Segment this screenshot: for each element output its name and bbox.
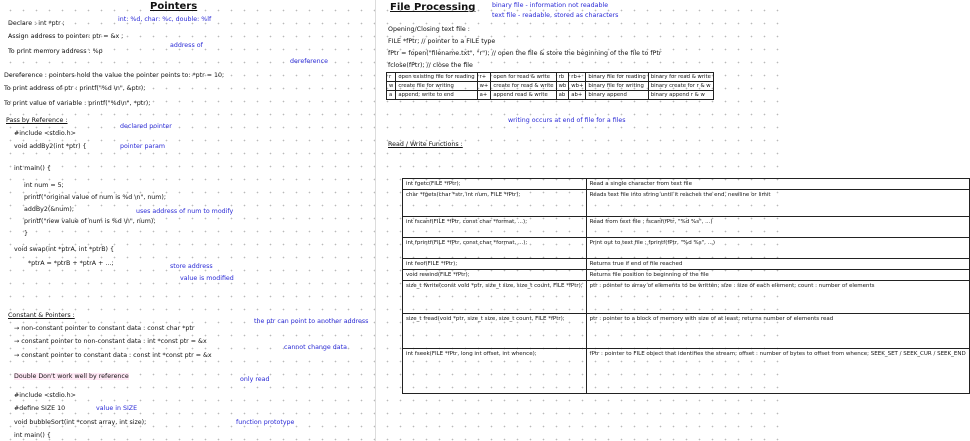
annotation: store address [170, 263, 213, 270]
function-signature: void rewind(FILE *fPtr); [403, 270, 587, 281]
function-signature: size_t fwrite(const void *ptr, size_t size, size_t count, FILE *fPtr); [403, 281, 587, 314]
table-cell: binary file for writing [586, 82, 648, 91]
highlighted-note: Double Don't work well by reference [14, 373, 129, 380]
table-cell: r [387, 73, 396, 82]
pointers-title: Pointers [150, 1, 198, 12]
annotation: uses address of num to modify [136, 208, 234, 215]
table-row [387, 82, 714, 91]
function-description: Reads text file into string until it reaches the end, newline or limit [586, 190, 969, 217]
code-line: int num = 5; [24, 182, 64, 189]
code-line: } [24, 230, 29, 237]
read-write-functions-table [402, 178, 970, 394]
table-cell: open for read & write [491, 73, 556, 82]
function-description: Returns true if end of file reached [586, 259, 969, 270]
note-heading: Pass by Reference : [6, 117, 68, 124]
function-description: Read from text file ; fscanf(fPtr, "%d %s", ...) [586, 217, 969, 238]
function-signature: char *fgets(char *str, int num, FILE *fPtr); [403, 190, 587, 217]
table-row [387, 73, 714, 82]
function-description: fPtr : pointer to FILE object that identifies the stream; offset : number of bytes to offset from whence; SEEK_SET / SEEK_CUR / SEEK_END [586, 349, 969, 394]
table-cell: w+ [477, 82, 491, 91]
code-line: printf("original value of num is %d \n", num); [24, 194, 167, 201]
table-cell: open existing file for reading [396, 73, 477, 82]
annotation: address of [170, 42, 203, 49]
file-processing-page [382, 0, 966, 441]
annotation: writing occurs at end of file for a files [508, 117, 626, 124]
table-cell: create file for writing [396, 82, 477, 91]
pointers-page [0, 0, 372, 441]
code-line: fPtr = fopen("filename.txt", "r"); // open the file & store the beginning of the file to fPtr [388, 50, 662, 57]
note-line: Assign address to pointer: ptr = &x ; [8, 33, 124, 40]
table-cell: append; write to end [396, 91, 477, 100]
note-line: Declare : int *ptr ; [8, 20, 65, 27]
annotation: value is modified [180, 275, 234, 282]
table-cell: append read & write [491, 91, 556, 100]
annotation: cannot change data [284, 344, 347, 351]
table-cell: r+ [477, 73, 491, 82]
table-cell: create for read & write [491, 82, 556, 91]
table-row [403, 259, 970, 270]
table-cell: binary for read & write [648, 73, 713, 82]
note-line: → constant pointer to non-constant data : int *const ptr = &x [14, 338, 207, 345]
table-cell: a [387, 91, 396, 100]
table-cell: wb+ [569, 82, 586, 91]
table-cell: ab [556, 91, 569, 100]
note-line: Dereference : pointers hold the value the pointer points to: *ptr = 10; [4, 72, 225, 79]
code-line: addBy2(&num); [24, 206, 74, 213]
table-row [403, 281, 970, 314]
page-divider [375, 0, 376, 441]
code-line: int main() { [14, 165, 51, 172]
function-description: Print out to text file ; fprintf(fPtr, "%d %s", ...) [586, 238, 969, 259]
table-cell: binary create for r & w [648, 82, 713, 91]
annotation: dereference [290, 58, 328, 65]
function-signature: int fgetc(FILE *fPtr); [403, 179, 587, 190]
function-signature: int feof(FILE *fPtr); [403, 259, 587, 270]
code-line: void addBy2(int *ptr) { [14, 143, 87, 150]
table-cell: binary append r & w [648, 91, 713, 100]
code-line: FILE *fPtr; // pointer to a FILE type [388, 38, 496, 45]
file-mode-table [386, 72, 714, 100]
code-line: int main() { [14, 432, 51, 439]
note-line: To print address of ptr : printf("%d \n", &ptr); [4, 85, 146, 92]
file-processing-title: File Processing [390, 2, 476, 13]
annotation: the ptr can point to another address [254, 318, 369, 325]
table-cell: rb [556, 73, 569, 82]
table-row [403, 270, 970, 281]
function-signature: size_t fread(void *ptr, size_t size, size_t count, FILE *fPtr); [403, 314, 587, 349]
table-row [403, 349, 970, 394]
table-cell: ab+ [569, 91, 586, 100]
annotation: declared pointer [120, 123, 172, 130]
note-line: To print memory address : %p [8, 48, 103, 55]
code-line: void swap(int *ptrA, int *ptrB) { [14, 246, 114, 253]
code-line: #include <stdio.h> [14, 392, 76, 399]
code-line: printf("new value of num is %d \n", num); [24, 218, 156, 225]
table-row [403, 179, 970, 190]
note-heading: Read / Write Functions : [388, 141, 463, 148]
code-line: #include <stdio.h> [14, 130, 76, 137]
function-signature: int fseek(FILE *fPtr, long int offset, int whence); [403, 349, 587, 394]
code-line: *ptrA = *ptrB + *ptrA + ...; [28, 260, 114, 267]
annotation: text file - readable, stored as characters [492, 12, 619, 19]
function-signature: int fprintf(FILE *fPtr, const char *format, ...); [403, 238, 587, 259]
function-description: ptr : pointer to a block of memory with size of at least; returns number of elements read [586, 314, 969, 349]
table-row [403, 190, 970, 217]
table-cell: w [387, 82, 396, 91]
annotation: function prototype [236, 419, 295, 426]
table-cell: binary file for reading [586, 73, 648, 82]
annotation: binary file - information not readable [492, 2, 609, 9]
table-row [403, 217, 970, 238]
code-line: #define SIZE 10 [14, 405, 66, 412]
table-row [403, 314, 970, 349]
table-row [403, 238, 970, 259]
annotation: pointer param [120, 143, 165, 150]
table-cell: binary append [586, 91, 648, 100]
function-description: ptr : pointer to array of elements to be written; size : size of each element; count : number of elements [586, 281, 969, 314]
annotation: value in SIZE [96, 405, 138, 412]
function-description: Returns file position to beginning of the file [586, 270, 969, 281]
code-line: fclose(fPtr); // close the file [388, 62, 473, 69]
table-cell: wb [556, 82, 569, 91]
code-line: void bubbleSort(int *const array, int size); [14, 419, 147, 426]
note-line: → constant pointer to constant data : const int *const ptr = &x [14, 352, 212, 359]
table-cell: a+ [477, 91, 491, 100]
annotation: int: %d, char: %c, double: %lf [118, 16, 212, 23]
note-line: Opening/Closing text file : [388, 26, 470, 33]
table-cell: rb+ [569, 73, 586, 82]
note-line: → non-constant pointer to constant data : const char *ptr [14, 325, 195, 332]
function-description: Read a single character from text file [586, 179, 969, 190]
note-heading: Constant & Pointers : [8, 312, 75, 319]
function-signature: int fscanf(FILE *fPtr, const char *format, ...); [403, 217, 587, 238]
annotation: only read [240, 376, 270, 383]
table-row [387, 91, 714, 100]
note-line: To print value of variable : printf("%d\n", *ptr); [4, 100, 151, 107]
